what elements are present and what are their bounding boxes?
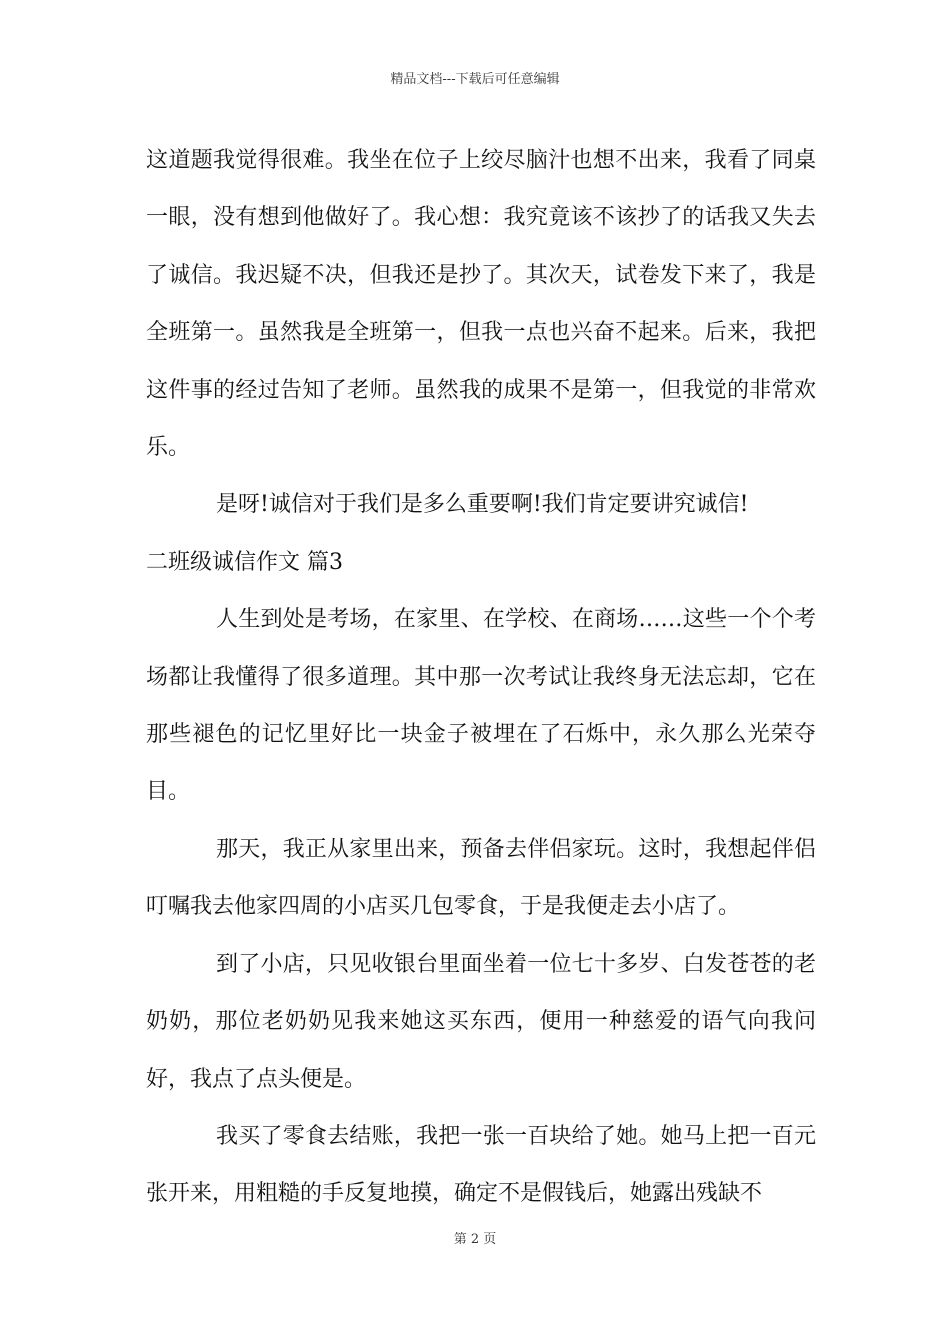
paragraph-4: 那天，我正从家里出来，预备去伴侣家玩。这时，我想起伴侣叮嘱我去他家四周的小店买几包零食，于是我便走去小店了。	[146, 836, 816, 920]
paragraph-2: 是呀!诚信对于我们是多么重要啊!我们肯定要讲究诚信!	[216, 492, 749, 518]
document-body	[146, 132, 816, 1223]
section-title: 二班级诚信作文 篇3	[146, 549, 343, 575]
paragraph-6: 我买了零食去结账，我把一张一百块给了她。她马上把一百元张开来，用粗糙的手反复地摸，确定不是假钱后，她露出残缺不	[146, 1123, 816, 1207]
page-header: 精品文档---下载后可任意编辑	[390, 72, 560, 87]
paragraph-5: 到了小店，只见收银台里面坐着一位七十多岁、白发苍苍的老奶奶，那位老奶奶见我来她这买东西，便用一种慈爱的语气向我问好，我点了点头便是。	[146, 951, 816, 1092]
page-number: 第 2 页	[453, 1232, 497, 1247]
paragraph-1: 这道题我觉得很难。我坐在位子上绞尽脑汁也想不出来，我看了同桌一眼，没有想到他做好了。我心想：我究竟该不该抄了的话我又失去了诚信。我迟疑不决，但我还是抄了。其次天，试卷发下来了，我是全班第一。虽然我是全班第一，但我一点也兴奋不起来。后来，我把这件事的经过告知了老师。虽然我的成果不是第一，但我觉的非常欢乐。	[146, 148, 816, 461]
paragraph-3: 人生到处是考场，在家里、在学校、在商场……这些一个个考场都让我懂得了很多道理。其中那一次考试让我终身无法忘却，它在那些褪色的记忆里好比一块金子被埋在了石烁中，永久那么光荣夺目。	[146, 607, 816, 805]
